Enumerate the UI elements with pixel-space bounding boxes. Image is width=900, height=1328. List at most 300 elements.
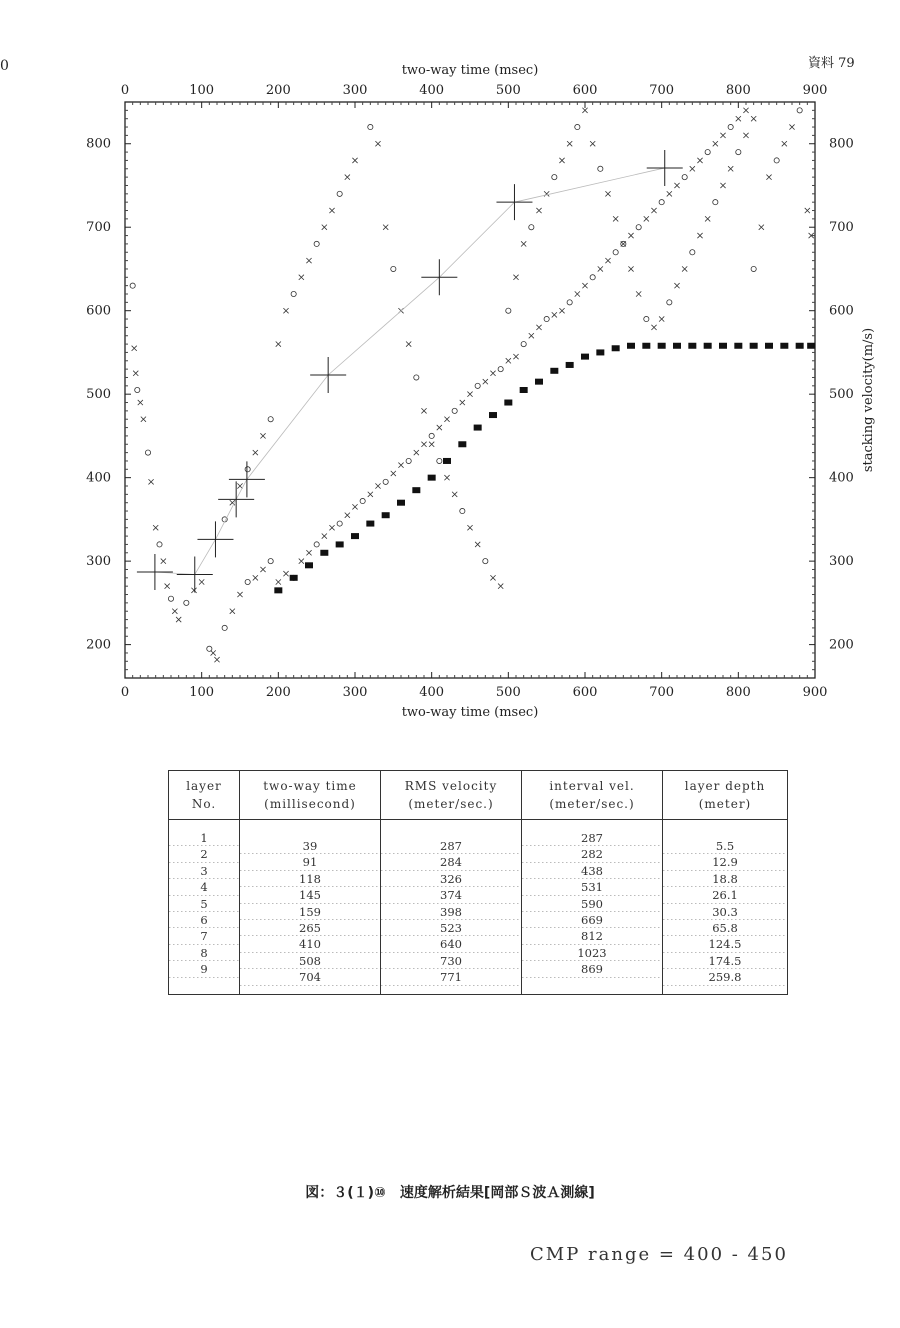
scatter-point-cross — [230, 609, 235, 614]
scatter-point-cross — [467, 392, 472, 397]
scatter-point-cross — [414, 450, 419, 455]
scatter-point-cross — [237, 592, 242, 597]
scatter-point-cross — [199, 579, 204, 584]
scatter-point-cross — [444, 475, 449, 480]
table-cell: 7 — [169, 928, 239, 944]
x-tick-label-top: 0 — [120, 83, 130, 98]
scatter-point-cross — [667, 191, 672, 196]
scatter-point-circle — [314, 542, 319, 547]
table-cell: 1 — [169, 830, 239, 846]
scatter-point-cross — [674, 183, 679, 188]
scatter-point-circle — [736, 149, 741, 154]
y-tick-label-left: 600 — [86, 303, 111, 319]
scatter-point-dense — [796, 343, 804, 349]
scatter-point-dense — [780, 343, 788, 349]
table-cell: 30.3 — [663, 904, 787, 920]
scatter-point-circle — [314, 241, 319, 246]
table-cell: 124.5 — [663, 936, 787, 952]
scatter-point-circle — [383, 479, 388, 484]
scatter-point-circle — [145, 450, 150, 455]
scatter-point-cross — [421, 442, 426, 447]
column-interval-velocity — [522, 830, 662, 978]
scatter-point-circle — [337, 521, 342, 526]
scatter-point-cross — [475, 542, 480, 547]
scatter-point-cross — [352, 504, 357, 509]
table-cell: 259.8 — [663, 969, 787, 985]
axis-tick-labels — [86, 83, 854, 700]
scatter-point-cross — [276, 579, 281, 584]
scatter-point-circle — [598, 166, 603, 171]
scatter-point-cross — [605, 191, 610, 196]
header-layer: layer No. — [169, 771, 240, 820]
scatter-point-cross — [651, 208, 656, 213]
scatter-point-cross — [375, 141, 380, 146]
scatter-point-cross — [582, 108, 587, 113]
scatter-point-cross — [345, 175, 350, 180]
scatter-point-circle — [552, 175, 557, 180]
y-tick-label-left: 300 — [86, 554, 111, 570]
scatter-point-cross — [690, 166, 695, 171]
velocity-pick-marker — [137, 554, 173, 590]
scatter-point-circle — [613, 250, 618, 255]
scatter-point-circle — [713, 200, 718, 205]
table-cell: 523 — [381, 920, 521, 936]
scatter-point-circle — [575, 124, 580, 129]
scatter-point-cross — [720, 183, 725, 188]
scatter-point-cross — [766, 175, 771, 180]
scatter-point-cross — [467, 525, 472, 530]
y-tick-label-left: 400 — [86, 470, 111, 486]
x-tick-label-bottom: 500 — [495, 685, 521, 700]
velocity-pick-marker — [218, 481, 254, 517]
y-axis-label-right: stacking velocity(m/s) — [861, 327, 876, 473]
table-cell: 287 — [522, 830, 662, 846]
scatter-point-cross — [628, 266, 633, 271]
scatter-point-circle — [184, 600, 189, 605]
scatter-point-cross — [345, 513, 350, 518]
scatter-point-cross — [682, 266, 687, 271]
scatter-point-cross — [153, 525, 158, 530]
table-cell: 5 — [169, 896, 239, 912]
scatter-point-cross — [789, 124, 794, 129]
scatter-point-circle — [774, 158, 779, 163]
velocity-pick-marker — [647, 150, 683, 186]
scatter-point-cross — [329, 208, 334, 213]
scatter-point-cross — [659, 316, 664, 321]
table-cell: 65.8 — [663, 920, 787, 936]
scatter-point-circle — [475, 383, 480, 388]
scatter-point-circle — [368, 124, 373, 129]
scatter-point-dense — [566, 362, 574, 368]
scatter-point-cross — [782, 141, 787, 146]
scatter-point-circle — [460, 508, 465, 513]
scatter-point-cross — [437, 425, 442, 430]
scatter-point-cross — [260, 567, 265, 572]
y-tick-label-left: 700 — [86, 220, 111, 236]
x-axis-label-bottom: two-way time (msec) — [401, 705, 539, 720]
scatter-point-cross — [283, 308, 288, 313]
column-two-way-time — [240, 830, 380, 986]
scatter-point-dense — [596, 349, 604, 355]
table-cell: 159 — [240, 904, 380, 920]
axis-ticks — [125, 102, 815, 678]
table-cell: 640 — [381, 936, 521, 952]
scatter-point-cross — [191, 588, 196, 593]
scatter-point-dense — [627, 343, 635, 349]
x-tick-label-bottom: 400 — [419, 685, 445, 700]
scatter-point-cross — [214, 657, 219, 662]
x-tick-label-bottom: 100 — [189, 685, 215, 700]
scatter-point-cross — [452, 492, 457, 497]
scatter-point-cross — [605, 258, 610, 263]
y-tick-label-left: 200 — [86, 637, 111, 653]
x-tick-label-top: 200 — [265, 83, 291, 98]
x-tick-label-top: 500 — [495, 83, 521, 98]
column-layer-depth — [663, 830, 787, 986]
table-cell: 9 — [169, 961, 239, 977]
table-cell: 91 — [240, 854, 380, 870]
table-cell: 869 — [522, 961, 662, 977]
scatter-point-circle — [245, 579, 250, 584]
plot-frame — [125, 102, 815, 678]
scatter-point-dense — [290, 575, 298, 581]
scatter-point-dense — [351, 533, 359, 539]
scatter-point-dense — [412, 487, 420, 493]
x-tick-label-top: 100 — [189, 83, 215, 98]
table-cell: 12.9 — [663, 854, 787, 870]
header-rms-velocity: RMS velocity (meter/sec.) — [381, 771, 522, 820]
table-cell: 669 — [522, 912, 662, 928]
scatter-point-cross — [559, 158, 564, 163]
x-tick-label-bottom: 300 — [342, 685, 368, 700]
table-cell: 730 — [381, 953, 521, 969]
scatter-point-cross — [306, 258, 311, 263]
velocity-picks — [137, 150, 683, 593]
scatter-point-dense — [688, 343, 696, 349]
scatter-point-cross — [299, 559, 304, 564]
scatter-point-dense — [765, 343, 773, 349]
table-cell: 26.1 — [663, 887, 787, 903]
scatter-point-circle — [168, 596, 173, 601]
scatter-point-cross — [391, 471, 396, 476]
scatter-point-cross — [636, 291, 641, 296]
scatter-point-circle — [268, 417, 273, 422]
velocity-table — [168, 770, 788, 995]
scatter-point-circle — [391, 266, 396, 271]
scatter-point-cross — [697, 158, 702, 163]
scatter-point-dense — [489, 412, 497, 418]
scatter-point-cross — [575, 291, 580, 296]
scatter-point-cross — [398, 463, 403, 468]
x-tick-label-top: 300 — [342, 83, 368, 98]
scatter-point-cross — [429, 442, 434, 447]
scatter-point-circle — [406, 458, 411, 463]
scatter-point-dense — [382, 512, 390, 518]
table-cell: 398 — [381, 904, 521, 920]
x-tick-label-bottom: 0 — [120, 685, 130, 700]
scatter-point-cross — [805, 208, 810, 213]
scatter-point-cross — [176, 617, 181, 622]
scatter-point-cross — [536, 325, 541, 330]
header-layer-depth: layer depth (meter) — [663, 771, 788, 820]
scatter-point-cross — [521, 241, 526, 246]
table-cell: 265 — [240, 920, 380, 936]
scatter-point-cross — [368, 492, 373, 497]
scatter-point-cross — [460, 400, 465, 405]
scatter-point-cross — [276, 341, 281, 346]
scatter-point-circle — [705, 149, 710, 154]
scatter-point-circle — [797, 108, 802, 113]
scatter-point-circle — [268, 559, 273, 564]
scatter-point-cross — [141, 417, 146, 422]
scatter-point-cross — [529, 333, 534, 338]
scatter-point-cross — [582, 283, 587, 288]
scatter-point-cross — [283, 571, 288, 576]
scatter-point-circle — [130, 283, 135, 288]
x-tick-label-bottom: 700 — [649, 685, 675, 700]
scatter-point-cross — [567, 141, 572, 146]
x-tick-label-bottom: 600 — [572, 685, 598, 700]
scatter-point-dense — [807, 343, 815, 349]
scatter-point-cross — [138, 400, 143, 405]
scatter-point-cross — [253, 450, 258, 455]
scatter-point-circle — [682, 175, 687, 180]
scatter-point-cross — [133, 371, 138, 376]
scatter-point-cross — [705, 216, 710, 221]
scatter-point-circle — [414, 375, 419, 380]
velocity-pick-marker — [310, 357, 346, 393]
scatter-point-circle — [483, 559, 488, 564]
scatter-point-dense — [274, 587, 282, 593]
scatter-point-cross — [513, 354, 518, 359]
scatter-point-cross — [759, 225, 764, 230]
scatter-point-cross — [506, 358, 511, 363]
scatter-point-cross — [598, 266, 603, 271]
scatter-point-cross — [383, 225, 388, 230]
cmp-range: CMP range = 400 - 450 — [530, 1244, 788, 1265]
y-tick-label-left: 800 — [86, 136, 111, 152]
scatter-point-cross — [329, 525, 334, 530]
column-rms-velocity — [381, 830, 521, 986]
table-cell: 282 — [522, 846, 662, 862]
page-reference: 資料 79 — [808, 56, 855, 71]
scatter-point-cross — [743, 133, 748, 138]
table-cell: 771 — [381, 969, 521, 985]
y-tick-label-right: 400 — [829, 470, 854, 486]
scatter-point-circle — [659, 200, 664, 205]
scatter-point-cross — [713, 141, 718, 146]
scatter-point-cross — [644, 216, 649, 221]
scatter-point-dense — [704, 343, 712, 349]
scatter-point-cross — [421, 408, 426, 413]
scatter-point-dense — [336, 541, 344, 547]
scatter-point-dense — [320, 550, 328, 556]
scatter-point-cross — [697, 233, 702, 238]
scatter-point-cross — [352, 158, 357, 163]
scatter-point-cross — [736, 116, 741, 121]
scatter-point-circle — [337, 191, 342, 196]
scatter-point-cross — [513, 275, 518, 280]
scatter-point-dense — [719, 343, 727, 349]
x-tick-label-bottom: 900 — [802, 685, 828, 700]
y-tick-label-right: 600 — [829, 303, 854, 319]
table-cell: 410 — [240, 936, 380, 952]
x-tick-label-top: 800 — [725, 83, 751, 98]
scatter-point-cross — [306, 550, 311, 555]
scatter-point-circle — [728, 124, 733, 129]
scatter-point-cross — [132, 346, 137, 351]
table-cell: 284 — [381, 854, 521, 870]
scatter-point-cross — [172, 609, 177, 614]
scatter-point-dense — [750, 343, 758, 349]
table-cell: 812 — [522, 928, 662, 944]
scatter-point-dense — [658, 343, 666, 349]
scatter-point-dense — [581, 354, 589, 360]
table-cell: 4 — [169, 879, 239, 895]
scatter-point-cross — [674, 283, 679, 288]
table-cell: 590 — [522, 896, 662, 912]
scatter-point-cross — [211, 650, 216, 655]
scatter-point-circle — [360, 498, 365, 503]
scatter-point-circle — [690, 250, 695, 255]
scatter-point-cross — [483, 379, 488, 384]
scatter-point-cross — [490, 371, 495, 376]
scatter-points — [130, 108, 815, 662]
table-cell: 287 — [381, 838, 521, 854]
scatter-point-dense — [458, 441, 466, 447]
scatter-point-cross — [651, 325, 656, 330]
scatter-point-circle — [521, 341, 526, 346]
scatter-point-cross — [253, 575, 258, 580]
scatter-point-dense — [428, 475, 436, 481]
scatter-point-dense — [474, 425, 482, 431]
scatter-point-dense — [535, 379, 543, 385]
scatter-point-cross — [148, 479, 153, 484]
scatter-point-cross — [613, 216, 618, 221]
scatter-point-circle — [644, 316, 649, 321]
scatter-point-circle — [157, 542, 162, 547]
x-tick-label-top: 700 — [649, 83, 675, 98]
scatter-point-dense — [550, 368, 558, 374]
y-tick-label-right: 300 — [829, 554, 854, 570]
column-layer-numbers — [169, 830, 239, 978]
scatter-point-cross — [552, 312, 557, 317]
figure-caption: 図：３(１)⑩ 速度解析結果[岡部Ｓ波Ａ測線] — [305, 1185, 595, 1201]
table-cell: 326 — [381, 871, 521, 887]
table-cell: 5.5 — [663, 838, 787, 854]
table-cell: 118 — [240, 871, 380, 887]
scatter-point-cross — [728, 166, 733, 171]
x-tick-label-top: 600 — [572, 83, 598, 98]
scatter-point-circle — [590, 275, 595, 280]
scatter-point-cross — [536, 208, 541, 213]
scatter-point-cross — [165, 584, 170, 589]
scatter-point-circle — [506, 308, 511, 313]
scatter-point-circle — [222, 625, 227, 630]
scatter-point-circle — [245, 467, 250, 472]
scatter-point-cross — [322, 533, 327, 538]
table-cell: 2 — [169, 846, 239, 862]
scatter-point-circle — [429, 433, 434, 438]
scatter-point-dense — [734, 343, 742, 349]
velocity-pick-marker — [229, 461, 265, 497]
table-cell: 174.5 — [663, 953, 787, 969]
scatter-point-cross — [559, 308, 564, 313]
scatter-point-cross — [628, 233, 633, 238]
scatter-point-dense — [504, 400, 512, 406]
table-cell: 145 — [240, 887, 380, 903]
scatter-point-dense — [366, 521, 374, 527]
table-cell: 374 — [381, 887, 521, 903]
scatter-point-cross — [375, 483, 380, 488]
velocity-pick-line — [155, 168, 665, 575]
velocity-pick-marker — [197, 521, 233, 557]
scatter-point-dense — [305, 562, 313, 568]
table-cell: 18.8 — [663, 871, 787, 887]
table-cell: 1023 — [522, 945, 662, 961]
scatter-point-dense — [443, 458, 451, 464]
scatter-point-cross — [444, 417, 449, 422]
table-cell: 704 — [240, 969, 380, 985]
scatter-point-cross — [299, 275, 304, 280]
scatter-point-cross — [161, 559, 166, 564]
x-tick-label-top: 900 — [802, 83, 828, 98]
scatter-point-circle — [636, 225, 641, 230]
scatter-point-cross — [590, 141, 595, 146]
scatter-point-circle — [529, 225, 534, 230]
scatter-point-dense — [612, 345, 620, 351]
scatter-point-cross — [406, 341, 411, 346]
table-cell: 39 — [240, 838, 380, 854]
scatter-point-circle — [667, 300, 672, 305]
scatter-point-circle — [544, 316, 549, 321]
header-two-way-time: two-way time (millisecond) — [240, 771, 381, 820]
table-cell: 531 — [522, 879, 662, 895]
scatter-point-cross — [322, 225, 327, 230]
x-tick-label-top: 400 — [419, 83, 445, 98]
scatter-point-circle — [498, 367, 503, 372]
scatter-point-cross — [498, 584, 503, 589]
table-cell: 3 — [169, 863, 239, 879]
table-cell: 438 — [522, 863, 662, 879]
y-tick-label-right: 800 — [829, 136, 854, 152]
scatter-point-dense — [397, 500, 405, 506]
scatter-point-circle — [135, 387, 140, 392]
y-tick-label-right: 500 — [829, 387, 854, 403]
y-tick-label-left: 500 — [86, 387, 111, 403]
scatter-point-dense — [673, 343, 681, 349]
page-number-left: 0 — [0, 58, 9, 74]
scatter-point-dense — [520, 387, 528, 393]
scatter-point-cross — [751, 116, 756, 121]
table-cell: 6 — [169, 912, 239, 928]
velocity-pick-marker — [177, 556, 213, 592]
scatter-point-cross — [237, 483, 242, 488]
x-axis-label-top: two-way time (msec) — [401, 63, 539, 78]
scatter-point-cross — [720, 133, 725, 138]
scatter-point-circle — [437, 458, 442, 463]
scatter-point-circle — [291, 291, 296, 296]
scatter-point-circle — [751, 266, 756, 271]
table-cell: 508 — [240, 953, 380, 969]
y-tick-label-right: 700 — [829, 220, 854, 236]
x-tick-label-bottom: 200 — [265, 685, 291, 700]
scatter-point-cross — [490, 575, 495, 580]
scatter-point-cross — [743, 108, 748, 113]
header-interval-velocity: interval vel. (meter/sec.) — [522, 771, 663, 820]
table-cell: 8 — [169, 945, 239, 961]
scatter-point-dense — [642, 343, 650, 349]
